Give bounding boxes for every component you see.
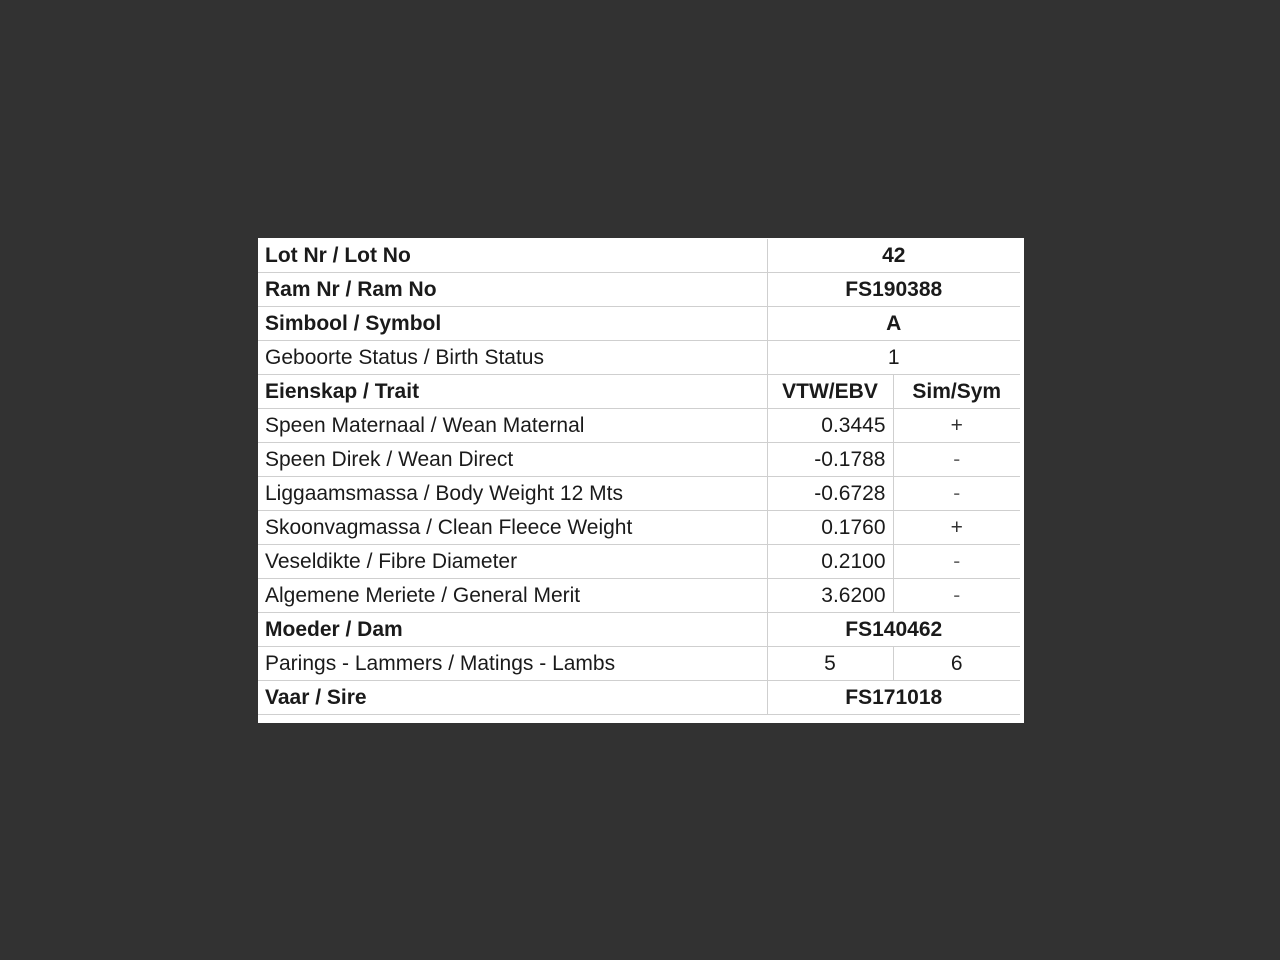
lot-row [258, 239, 1020, 273]
trait-header-row [258, 375, 1020, 409]
symbol-value: A [767, 307, 1020, 341]
trait-label: Veseldikte / Fibre Diameter [258, 545, 767, 579]
trait-row [258, 443, 1020, 477]
trait-ebv: 0.1760 [767, 511, 893, 545]
sire-row [258, 681, 1020, 715]
trait-row [258, 579, 1020, 613]
ebv-column-header: VTW/EBV [767, 375, 893, 409]
ram-info-table [258, 239, 1020, 715]
trait-symbol: - [893, 545, 1020, 579]
trait-label: Liggaamsmassa / Body Weight 12 Mts [258, 477, 767, 511]
sire-label: Vaar / Sire [258, 681, 767, 715]
trait-ebv: -0.1788 [767, 443, 893, 477]
trait-symbol: + [893, 511, 1020, 545]
trait-ebv: 0.2100 [767, 545, 893, 579]
trait-ebv: 0.3445 [767, 409, 893, 443]
trait-row [258, 545, 1020, 579]
ram-row [258, 273, 1020, 307]
sym-column-header: Sim/Sym [893, 375, 1020, 409]
trait-symbol: - [893, 443, 1020, 477]
lambs-count: 6 [893, 647, 1020, 681]
trait-header-label: Eienskap / Trait [258, 375, 767, 409]
trait-label: Algemene Meriete / General Merit [258, 579, 767, 613]
trait-label: Speen Maternaal / Wean Maternal [258, 409, 767, 443]
trait-symbol: - [893, 579, 1020, 613]
matings-label: Parings - Lammers / Matings - Lambs [258, 647, 767, 681]
matings-row [258, 647, 1020, 681]
birth-status-row [258, 341, 1020, 375]
ram-value: FS190388 [767, 273, 1020, 307]
lot-label: Lot Nr / Lot No [258, 239, 767, 273]
trait-label: Speen Direk / Wean Direct [258, 443, 767, 477]
trait-label: Skoonvagmassa / Clean Fleece Weight [258, 511, 767, 545]
ram-label: Ram Nr / Ram No [258, 273, 767, 307]
trait-row [258, 409, 1020, 443]
trait-symbol: - [893, 477, 1020, 511]
dam-value: FS140462 [767, 613, 1020, 647]
trait-ebv: 3.6200 [767, 579, 893, 613]
birth-status-label: Geboorte Status / Birth Status [258, 341, 767, 375]
dam-row [258, 613, 1020, 647]
trait-symbol: + [893, 409, 1020, 443]
trait-row [258, 511, 1020, 545]
matings-count: 5 [767, 647, 893, 681]
ram-info-card [258, 238, 1024, 723]
trait-row [258, 477, 1020, 511]
trait-ebv: -0.6728 [767, 477, 893, 511]
birth-status-value: 1 [767, 341, 1020, 375]
symbol-row [258, 307, 1020, 341]
sire-value: FS171018 [767, 681, 1020, 715]
symbol-label: Simbool / Symbol [258, 307, 767, 341]
dam-label: Moeder / Dam [258, 613, 767, 647]
lot-value: 42 [767, 239, 1020, 273]
